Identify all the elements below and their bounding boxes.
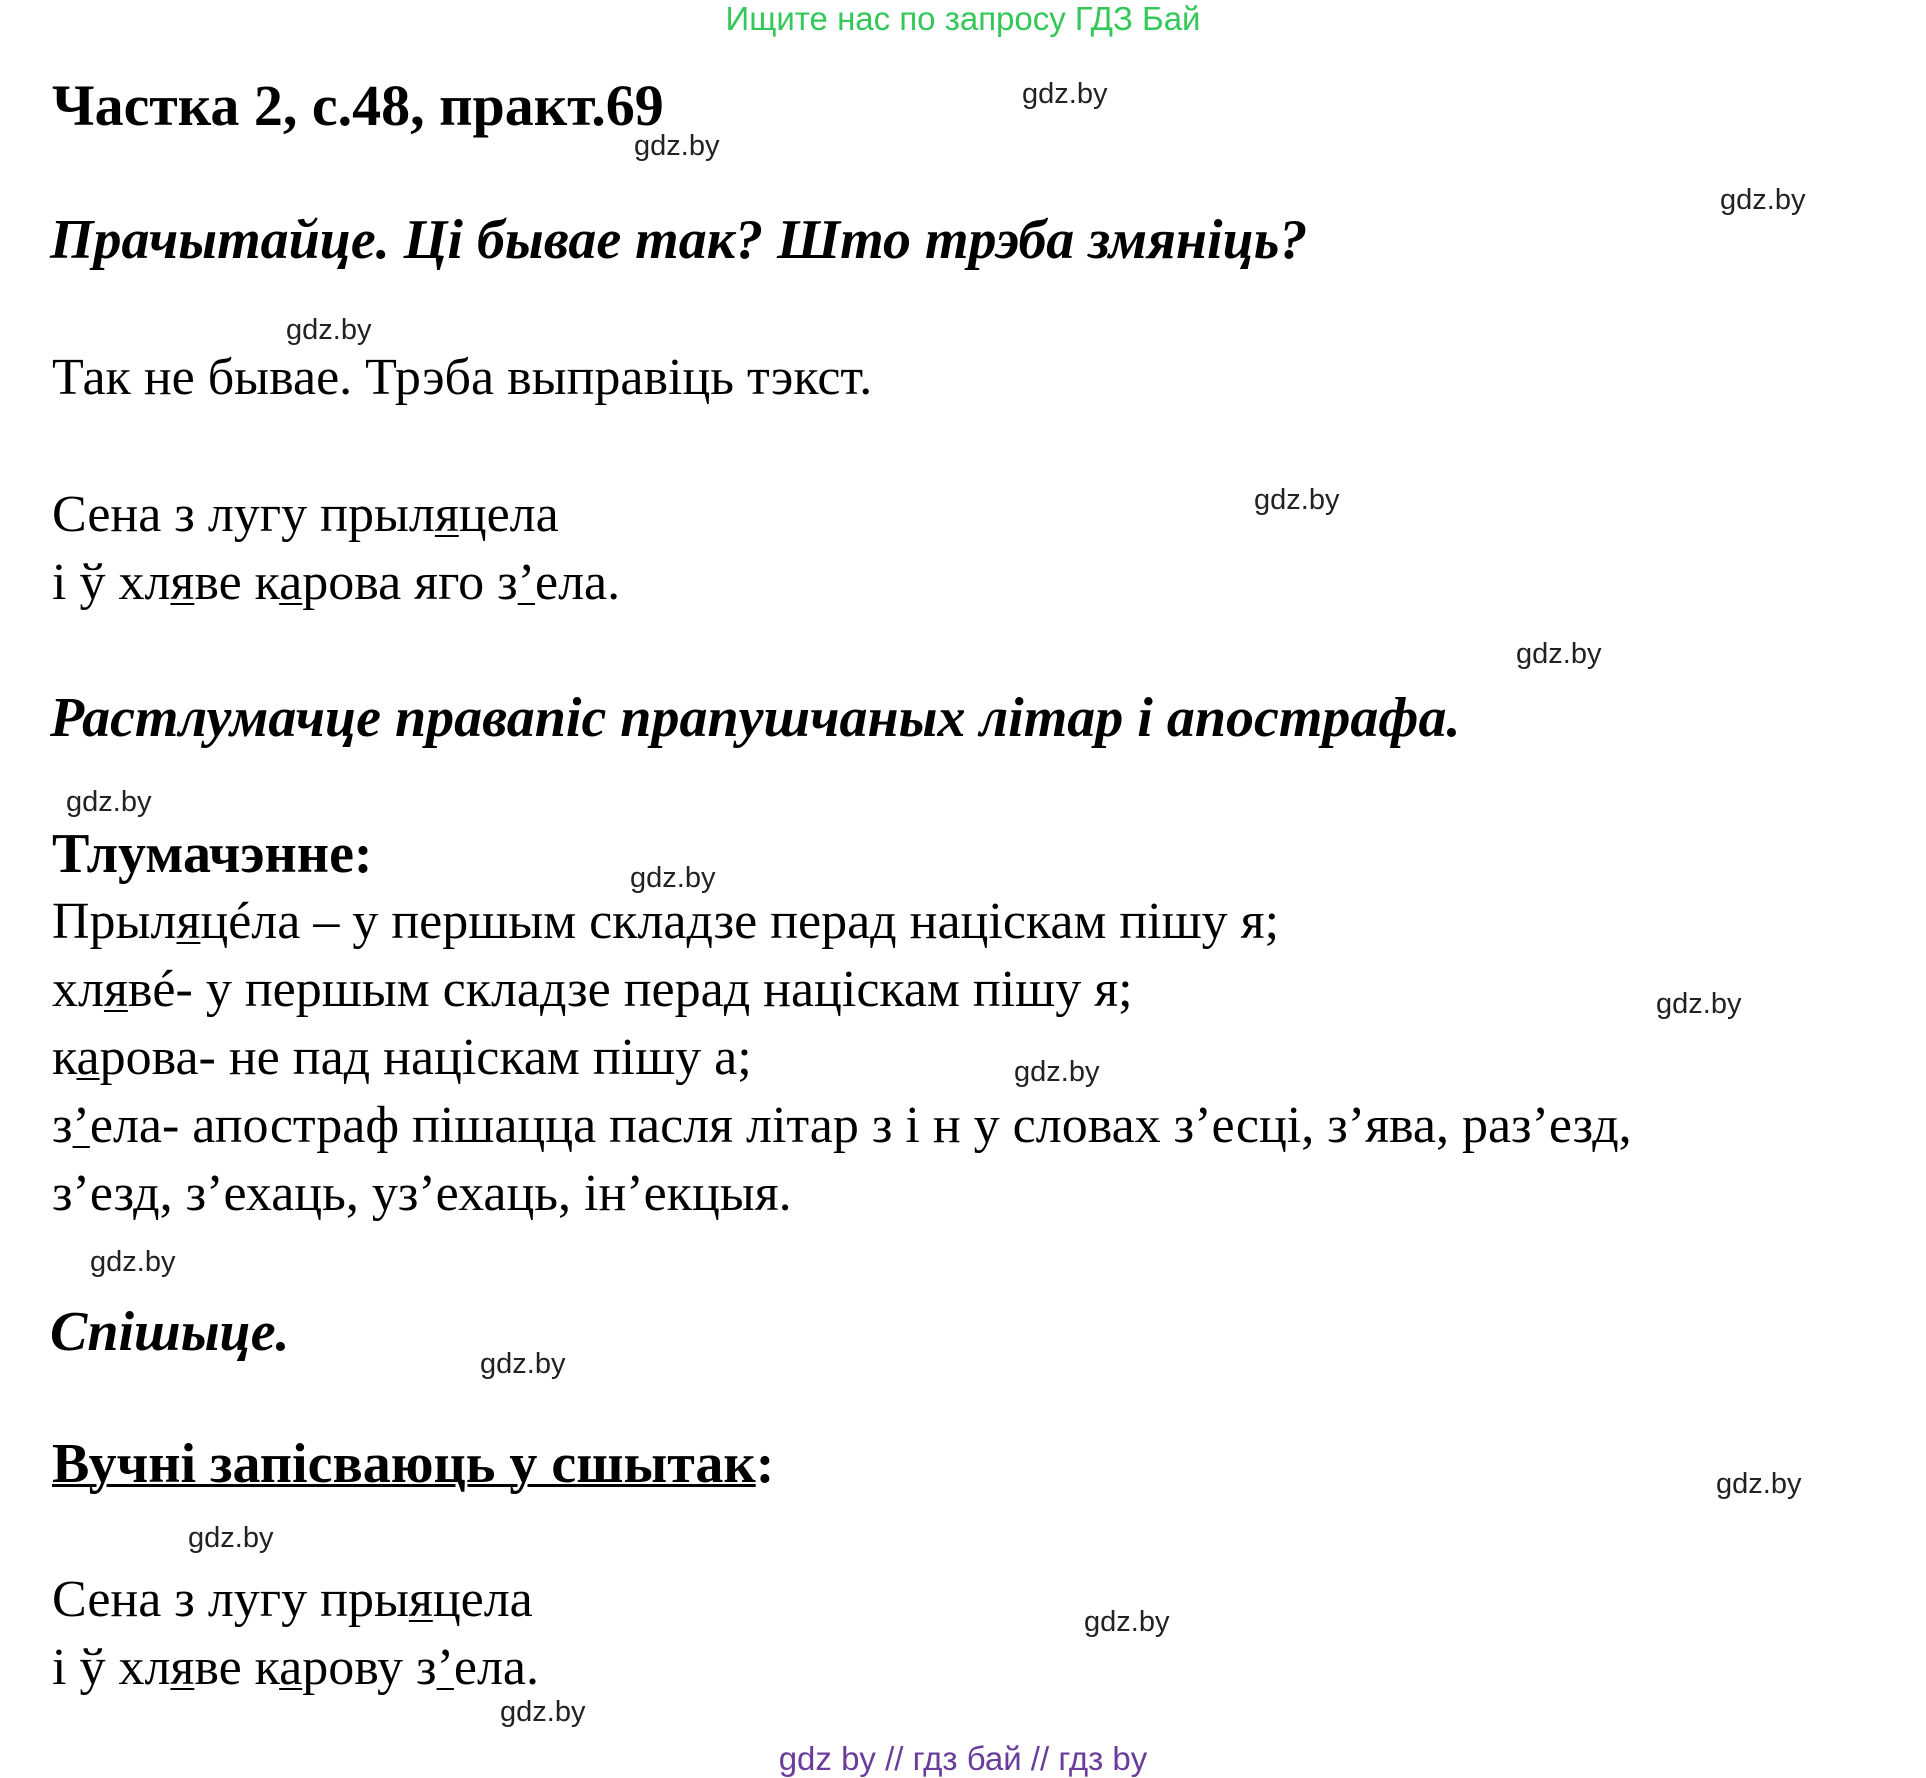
watermark: gdz.by	[1720, 184, 1806, 216]
watermark: gdz.by	[1254, 484, 1340, 516]
watermark: gdz.by	[90, 1246, 176, 1278]
bottom-banner: gdz by // гдз бай // гдз by	[778, 1740, 1148, 1777]
watermark: gdz.by	[66, 786, 152, 818]
poem-line-1: Сена з лугу прыляцела	[52, 486, 559, 543]
watermark: gdz.by	[634, 130, 720, 162]
explanation-row-2: хлявé- у першым складзе перад націскам пішу я;	[52, 961, 1133, 1018]
explanation-row-4: з’ела- апостраф пішацца пасля літар з і н у словах з’есці, з’ява, раз’езд,	[52, 1097, 1632, 1154]
explanation-row-3: карова- не пад націскам пішу а;	[52, 1029, 752, 1086]
watermark: gdz.by	[1022, 78, 1108, 110]
poem-line-2: і ў хляве карова яго з’ела.	[52, 554, 621, 611]
watermark: gdz.by	[1084, 1606, 1170, 1638]
watermark: gdz.by	[500, 1696, 586, 1728]
watermark: gdz.by	[1516, 638, 1602, 670]
watermark: gdz.by	[188, 1522, 274, 1554]
watermark: gdz.by	[480, 1348, 566, 1380]
explanation-label: Тлумачэнне:	[52, 823, 373, 885]
watermark: gdz.by	[1716, 1468, 1802, 1500]
watermark: gdz.by	[1014, 1056, 1100, 1088]
watermark: gdz.by	[286, 314, 372, 346]
notebook-poem-line-1: Сена з лугу прыяцела	[52, 1571, 533, 1628]
notebook-poem-line-2: і ў хляве карову з’ела.	[52, 1639, 539, 1696]
explanation-row-5: з’езд, з’ехаць, уз’ехаць, ін’екцыя.	[52, 1165, 792, 1222]
page-title: Частка 2, с.48, практ.69	[52, 73, 664, 138]
notebook-label: Вучні запісваюць у сшытак:	[52, 1433, 775, 1495]
top-banner: Ищите нас по запросу ГДЗ Бай	[725, 0, 1201, 37]
task-explain-spelling: Растлумачце правапіс прапушчаных літар і апострафа.	[50, 687, 1461, 749]
explanation-row-1: Прыляцéла – у першым складзе перад націскам пішу я;	[52, 893, 1280, 950]
task-copy: Спішыце.	[50, 1301, 290, 1363]
watermark: gdz.by	[630, 862, 716, 894]
watermark: gdz.by	[1656, 988, 1742, 1020]
answer-text: Так не бывае. Трэба выправіць тэкст.	[52, 349, 873, 406]
task-read-question: Прачытайце. Ці бывае так? Што трэба змяніць?	[50, 209, 1308, 271]
